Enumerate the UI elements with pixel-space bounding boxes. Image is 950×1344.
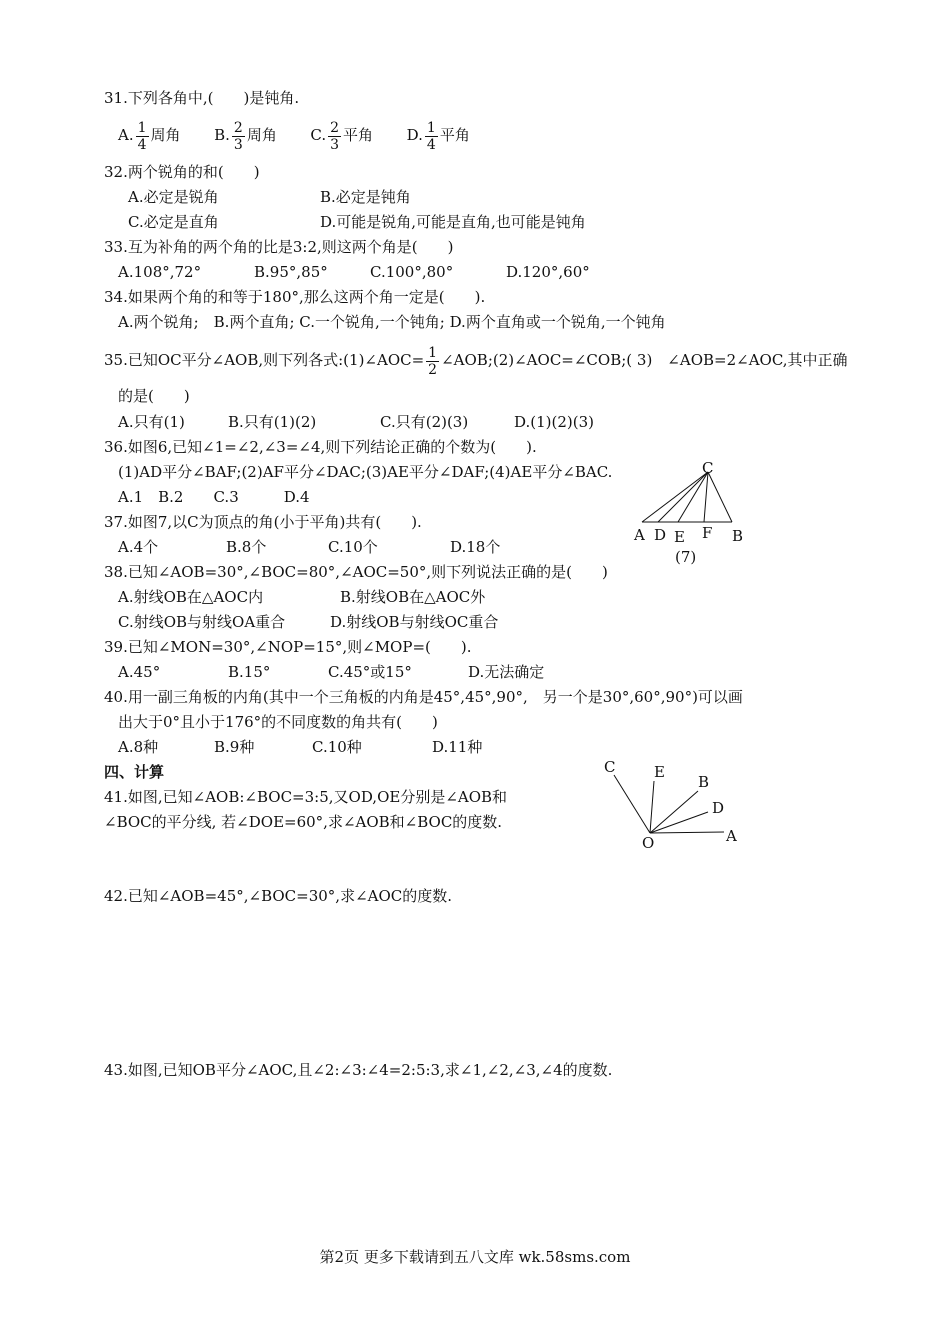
- q35-option-a: A.只有(1): [118, 413, 185, 431]
- section-heading: 四、计算: [104, 763, 165, 781]
- q31-option-d: D. $\frac{1}{4}$ 平角: [406, 119, 470, 153]
- fig7-label-b: B: [732, 527, 744, 545]
- q39-option-b: B.15°: [228, 663, 271, 681]
- q35-stem: 35.已知OC平分∠AOB,则下列各式:(1)∠AOC= $\frac{1}{2}$ ∠AOB;(2)∠AOC=∠COB;( 3) ∠AOB=2∠AOC,其中正确: [104, 344, 848, 378]
- fig41-ray-oc: [614, 775, 650, 833]
- q38-option-a: A.射线OB在△AOC内: [118, 588, 264, 606]
- fig7-label-c: C: [702, 459, 714, 477]
- fig41-label-c: C: [604, 758, 616, 776]
- q32-option-a: A.必定是锐角: [128, 188, 219, 206]
- q41-line2: ∠BOC的平分线, 若∠DOE=60°,求∠AOB和∠BOC的度数.: [104, 813, 503, 831]
- q39-option-c: C.45°或15°: [328, 663, 412, 681]
- q40-stem: 40.用一副三角板的内角(其中一个三角板的内角是45°,45°,90°, 另一个是30°,60°,90°)可以画: [104, 688, 743, 706]
- q42-text: 42.已知∠AOB=45°,∠BOC=30°,求∠AOC的度数.: [104, 887, 453, 905]
- q32-option-c: C.必定是直角: [128, 213, 219, 231]
- q40-stem-cont: 出大于0°且小于176°的不同度数的角共有( ): [118, 713, 438, 731]
- q40-option-d: D.11种: [432, 738, 483, 756]
- q40-option-a: A.8种: [118, 738, 159, 756]
- q33-option-a: A.108°,72°: [118, 263, 202, 281]
- q32-option-b: B.必定是钝角: [320, 188, 411, 206]
- q37-option-d: D.18个: [450, 538, 501, 556]
- q43-text: 43.如图,已知OB平分∠AOC,且∠2:∠3:∠4=2:5:3,求∠1,∠2,∠3,∠4的度数.: [104, 1061, 613, 1079]
- q33-option-d: D.120°,60°: [506, 263, 590, 281]
- q40-option-b: B.9种: [214, 738, 255, 756]
- fig41-label-a: A: [726, 827, 737, 845]
- fig7-caption: (7): [675, 548, 697, 566]
- q33-stem: 33.互为补角的两个角的比是3:2,则这两个角是( ): [104, 238, 454, 256]
- q36-conditions: (1)AD平分∠BAF;(2)AF平分∠DAC;(3)AE平分∠DAF;(4)AE平分∠BAC.: [118, 463, 613, 481]
- fig41-ray-od: [650, 812, 708, 833]
- q35-stem-cont: 的是( ): [118, 387, 190, 405]
- q31-option-a: A. $\frac{1}{4}$ 周角: [118, 119, 181, 153]
- q40-option-c: C.10种: [312, 738, 362, 756]
- fig41-ray-ob: [650, 791, 698, 833]
- q31-option-b: B. $\frac{2}{3}$ 周角: [214, 119, 277, 153]
- q37-option-c: C.10个: [328, 538, 378, 556]
- fig41-ray-oa: [650, 832, 724, 833]
- q34-stem: 34.如果两个角的和等于180°,那么这两个角一定是( ).: [104, 288, 486, 306]
- fig41-label-d: D: [712, 799, 725, 817]
- fig7-label-f: F: [702, 524, 713, 542]
- fig41-label-b: B: [698, 773, 710, 791]
- q37-stem: 37.如图7,以C为顶点的角(小于平角)共有( ).: [104, 513, 422, 531]
- fig7-label-e: E: [674, 528, 685, 546]
- q35-option-b: B.只有(1)(2): [228, 413, 317, 431]
- q41-line1: 41.如图,已知∠AOB:∠BOC=3:5,又OD,OE分别是∠AOB和: [104, 788, 508, 806]
- fig7-segment-ca: [642, 472, 708, 522]
- fig7-segment-cb: [708, 472, 732, 522]
- q39-stem: 39.已知∠MON=30°,∠NOP=15°,则∠MOP=( ).: [104, 638, 472, 656]
- q31-stem: 31.下列各角中,( )是钝角.: [104, 89, 300, 107]
- q37-option-b: B.8个: [226, 538, 267, 556]
- q36-stem: 36.如图6,已知∠1=∠2,∠3=∠4,则下列结论正确的个数为( ).: [104, 438, 537, 456]
- q34-options: A.两个锐角; B.两个直角; C.一个锐角,一个钝角; D.两个直角或一个锐角,一个钝角: [118, 313, 666, 331]
- fig7-label-a: A: [634, 526, 645, 544]
- fig7-segment-cf: [704, 472, 708, 522]
- q38-option-b: B.射线OB在△AOC外: [340, 588, 486, 606]
- figure-q41: [598, 755, 748, 855]
- q39-option-a: A.45°: [118, 663, 161, 681]
- q32-stem: 32.两个锐角的和( ): [104, 163, 260, 181]
- q33-option-c: C.100°,80°: [370, 263, 454, 281]
- q31-option-c: C. $\frac{2}{3}$ 平角: [310, 119, 374, 153]
- q35-option-d: D.(1)(2)(3): [514, 413, 595, 431]
- q32-option-d: D.可能是锐角,可能是直角,也可能是钝角: [320, 213, 586, 231]
- fig41-label-o: O: [642, 834, 655, 852]
- fig41-label-e: E: [654, 763, 665, 781]
- q37-option-a: A.4个: [118, 538, 159, 556]
- page-footer: 第2页 更多下载请到五八文库 wk.58sms.com: [319, 1248, 631, 1266]
- figure-7: [628, 455, 758, 570]
- q36-options: A.1 B.2 C.3 D.4: [118, 488, 310, 506]
- q35-option-c: C.只有(2)(3): [380, 413, 469, 431]
- fig7-label-d: D: [654, 526, 667, 544]
- q38-option-d: D.射线OB与射线OC重合: [330, 613, 499, 631]
- q39-option-d: D.无法确定: [468, 663, 545, 681]
- q38-stem: 38.已知∠AOB=30°,∠BOC=80°,∠AOC=50°,则下列说法正确的是( ): [104, 563, 608, 581]
- q31-options: [118, 115, 470, 155]
- q38-option-c: C.射线OB与射线OA重合: [118, 613, 286, 631]
- q33-option-b: B.95°,85°: [254, 263, 328, 281]
- fig41-ray-oe: [650, 781, 654, 833]
